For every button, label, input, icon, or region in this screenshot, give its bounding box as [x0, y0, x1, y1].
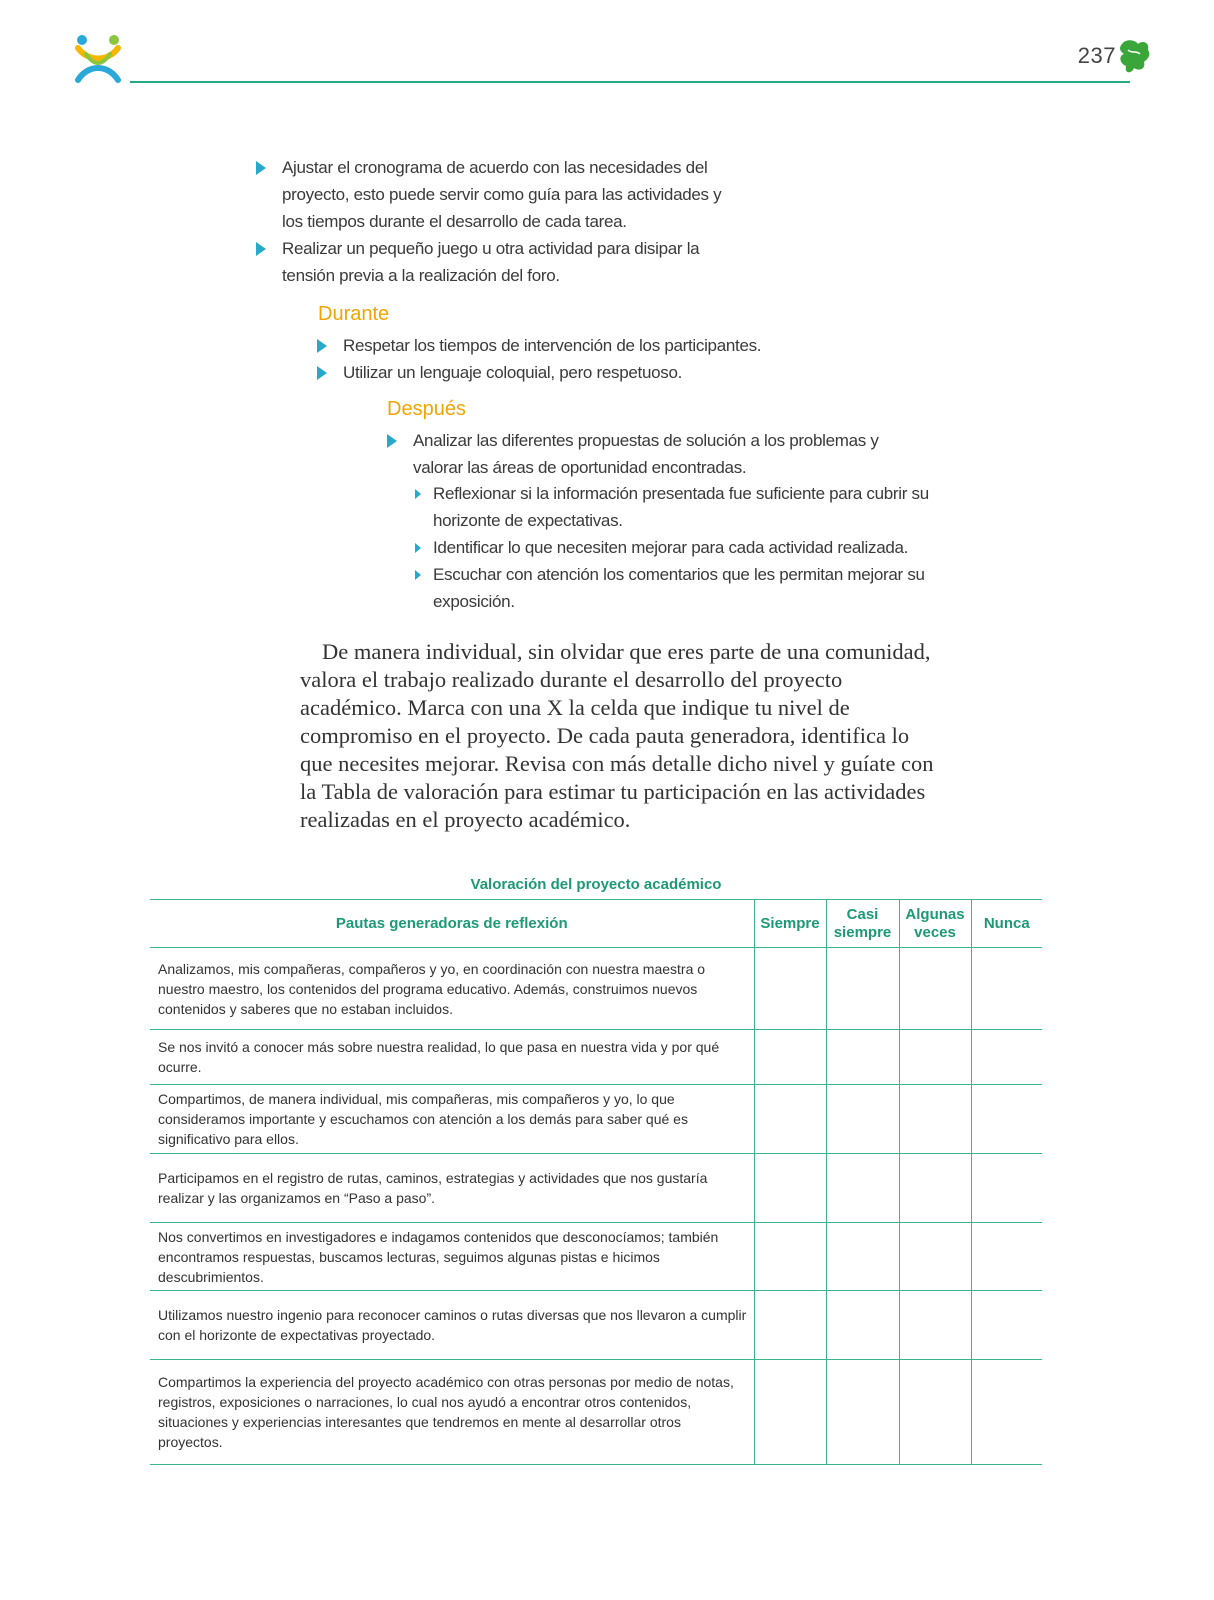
rating-cell-algunas-veces[interactable] — [899, 1030, 971, 1085]
table-row — [150, 948, 1042, 1030]
rating-cell-siempre[interactable] — [754, 1223, 826, 1291]
header-rule — [130, 81, 1130, 83]
rating-cell-algunas-veces[interactable] — [899, 1291, 971, 1360]
durante-bullet-list — [317, 332, 877, 386]
rating-cell-siempre[interactable] — [754, 1154, 826, 1223]
list-item: Reflexionar si la información presentada fue suficiente para cubrir su horizonte de expectativas. — [415, 480, 935, 534]
intro-bullet-list — [256, 154, 736, 289]
rating-cell-algunas-veces[interactable] — [899, 1154, 971, 1223]
list-item: Analizar las diferentes propuestas de solución a los problemas y valorar las áreas de oportunidad encontradas. — [387, 427, 927, 481]
bullet-triangle-icon — [317, 339, 327, 353]
list-item: Escuchar con atención los comentarios que les permitan mejorar su exposición. — [415, 561, 935, 615]
rating-cell-algunas-veces[interactable] — [899, 1223, 971, 1291]
rating-cell-nunca[interactable] — [971, 1291, 1042, 1360]
criterion-cell: Compartimos la experiencia del proyecto académico con otras personas por medio de notas, registros, exposiciones o narraciones, lo cual nos ayudó a encontrar otros contenidos, situaciones y experiencias interesantes que tendremos en mente al desarrollar otros proyectos. — [150, 1360, 754, 1465]
list-item: Identificar lo que necesiten mejorar para cada actividad realizada. — [415, 534, 935, 561]
column-header: Algunas veces — [899, 900, 971, 948]
column-header: Casi siempre — [826, 900, 899, 948]
rating-cell-siempre[interactable] — [754, 1291, 826, 1360]
rating-cell-algunas-veces[interactable] — [899, 1360, 971, 1465]
bullet-triangle-icon — [415, 570, 421, 580]
despues-sub-bullet-list — [415, 480, 935, 615]
table-title: Valoración del proyecto académico — [470, 876, 722, 893]
criterion-cell: Compartimos, de manera individual, mis compañeras, mis compañeros y yo, lo que consideramos importante y escuchamos con atención a los demás para saber qué es significativo para ellos. — [150, 1085, 754, 1154]
table-row — [150, 1360, 1042, 1465]
rating-cell-algunas-veces[interactable] — [899, 1085, 971, 1154]
list-item: Utilizar un lenguaje coloquial, pero respetuoso. — [317, 359, 877, 386]
table-row — [150, 1085, 1042, 1154]
bullet-triangle-icon — [415, 489, 421, 499]
bullet-triangle-icon — [415, 543, 421, 553]
rating-cell-nunca[interactable] — [971, 1030, 1042, 1085]
criterion-cell: Nos convertimos en investigadores e indagamos contenidos que desconocíamos; también encontramos respuestas, buscamos lecturas, seguimos algunas pistas e hicimos descubrimientos. — [150, 1223, 754, 1291]
criterion-cell: Analizamos, mis compañeras, compañeros y yo, en coordinación con nuestra maestra o nuestro maestro, los contenidos del programa educativo. Además, construimos nuevos contenidos y saberes que no estaban incluidos. — [150, 948, 754, 1030]
rating-cell-siempre[interactable] — [754, 1360, 826, 1465]
table-row — [150, 1291, 1042, 1360]
bullet-triangle-icon — [317, 366, 327, 380]
rating-cell-casi-siempre[interactable] — [826, 1223, 899, 1291]
rating-cell-nunca[interactable] — [971, 948, 1042, 1030]
criterion-cell: Se nos invitó a conocer más sobre nuestra realidad, lo que pasa en nuestra vida y por qué ocurre. — [150, 1030, 754, 1085]
rating-cell-siempre[interactable] — [754, 1085, 826, 1154]
despues-bullet-list — [387, 427, 927, 481]
rating-cell-nunca[interactable] — [971, 1154, 1042, 1223]
column-header: Nunca — [971, 900, 1042, 948]
interlocking-figures-logo — [72, 32, 124, 84]
rating-cell-nunca[interactable] — [971, 1360, 1042, 1465]
rating-cell-casi-siempre[interactable] — [826, 1030, 899, 1085]
bullet-triangle-icon — [256, 242, 266, 256]
column-header: Siempre — [754, 900, 826, 948]
rating-cell-casi-siempre[interactable] — [826, 1360, 899, 1465]
evaluation-table — [150, 899, 1042, 1465]
rating-cell-siempre[interactable] — [754, 948, 826, 1030]
durante-heading: Durante — [318, 303, 390, 325]
table-header-row — [150, 900, 1042, 948]
rating-cell-casi-siempre[interactable] — [826, 1085, 899, 1154]
bullet-triangle-icon — [387, 434, 397, 448]
despues-heading: Después — [387, 398, 466, 420]
rating-cell-algunas-veces[interactable] — [899, 948, 971, 1030]
rating-cell-nunca[interactable] — [971, 1223, 1042, 1291]
table-row — [150, 1223, 1042, 1291]
criterion-cell: Utilizamos nuestro ingenio para reconocer caminos o rutas diversas que nos llevaron a cumplir con el horizonte de expectativas proyectado. — [150, 1291, 754, 1360]
instruction-paragraph: De manera individual, sin olvidar que eres parte de una comunidad, valora el trabajo realizado durante el desarrollo del proyecto académico. Marca con una X la celda que indique tu nivel de compromiso en el proyecto. De cada pauta generadora, identifica lo que necesites mejorar. Revisa con más detalle dicho nivel y guíate con la Tabla de valoración para estimar tu participación en las actividades realizadas en el proyecto académico. — [300, 639, 934, 832]
table-row — [150, 1154, 1042, 1223]
rating-cell-casi-siempre[interactable] — [826, 948, 899, 1030]
criterion-cell: Participamos en el registro de rutas, caminos, estrategias y actividades que nos gustaría realizar y las organizamos en “Paso a paso”. — [150, 1154, 754, 1223]
rating-cell-nunca[interactable] — [971, 1085, 1042, 1154]
rating-cell-siempre[interactable] — [754, 1030, 826, 1085]
rating-cell-casi-siempre[interactable] — [826, 1291, 899, 1360]
list-item: Respetar los tiempos de intervención de los participantes. — [317, 332, 877, 359]
rating-cell-casi-siempre[interactable] — [826, 1154, 899, 1223]
list-item: Ajustar el cronograma de acuerdo con las necesidades del proyecto, esto puede servir como guía para las actividades y los tiempos durante el desarrollo de cada tarea. — [256, 154, 736, 235]
page-number: 237 — [1077, 43, 1116, 68]
column-header: Pautas generadoras de reflexión — [150, 900, 754, 948]
table-row — [150, 1030, 1042, 1085]
list-item: Realizar un pequeño juego u otra actividad para disipar la tensión previa a la realización del foro. — [256, 235, 736, 289]
bullet-triangle-icon — [256, 161, 266, 175]
green-blob-icon — [1118, 38, 1152, 76]
